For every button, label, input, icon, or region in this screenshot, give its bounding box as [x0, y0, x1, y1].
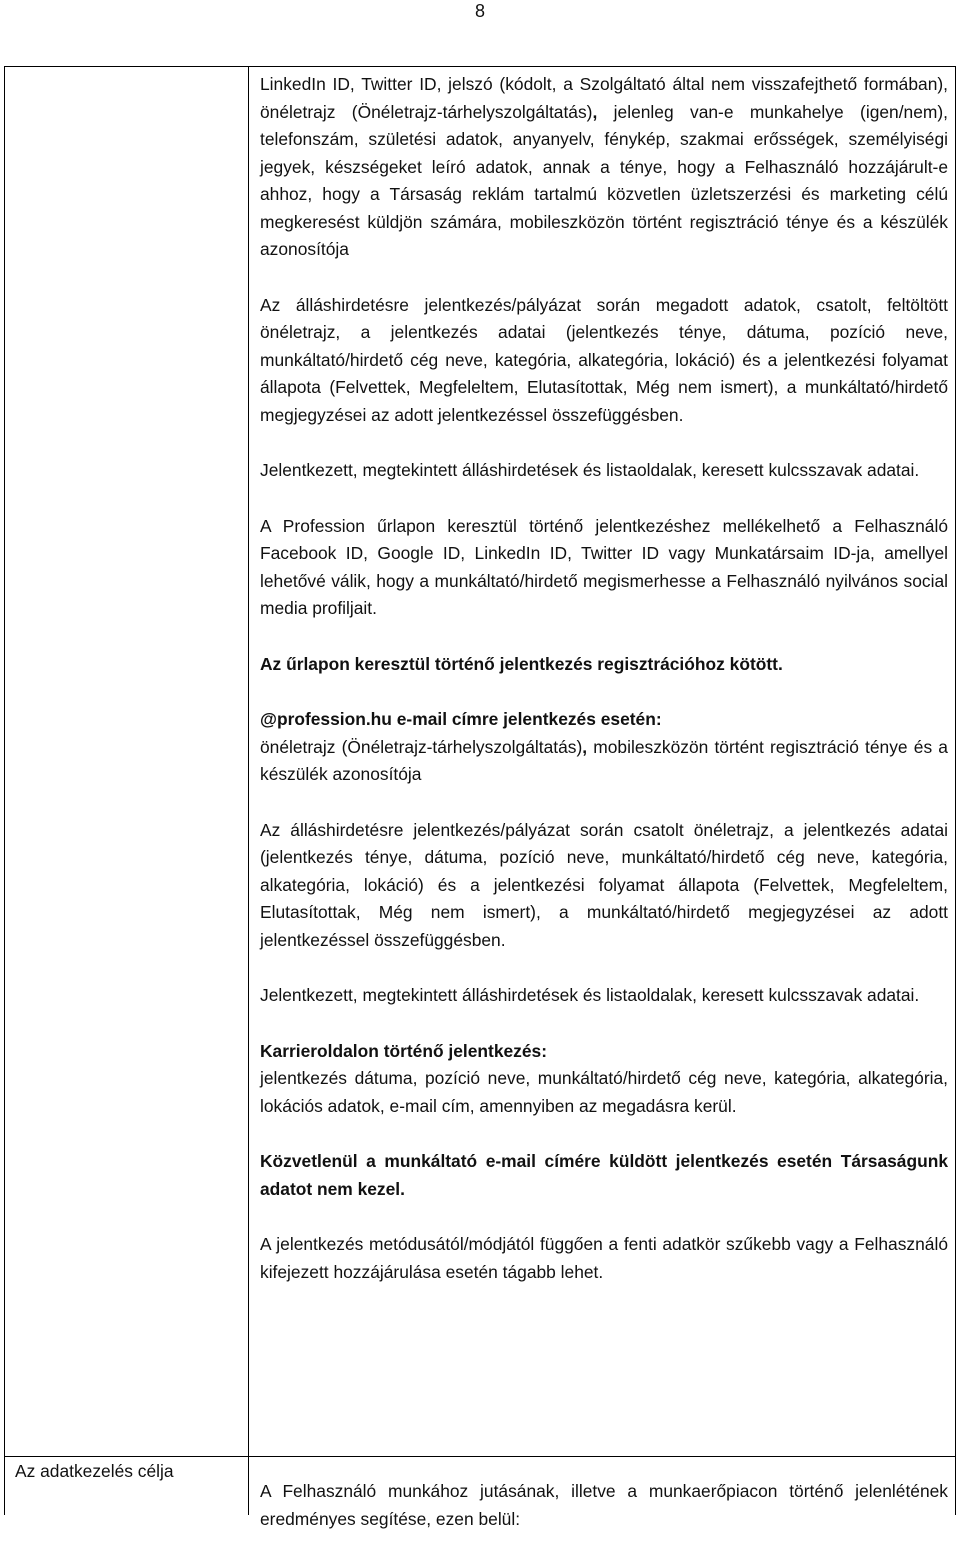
text: önéletrajz (Önéletrajz-tárhelyszolgáltatás) [260, 736, 583, 757]
paragraph [260, 982, 948, 1010]
text: Jelentkezett, megtekintett álláshirdetések és listaoldalak, keresett kulcsszavak adatai. [260, 460, 920, 480]
purpose-text: A Felhasználó munkához jutásának, illetve a munkaerőpiacon történő jelenlétének eredményes segítése, ezen belül: [260, 1481, 948, 1529]
bold-text: @profession.hu e-mail címre jelentkezés esetén: [260, 709, 662, 729]
page-number: 8 [474, 1, 485, 21]
paragraph [260, 651, 948, 679]
data-categories-cell [260, 67, 948, 1286]
text: mobileszközön történt regisztráció ténye és a készülék azonosítója [260, 736, 948, 784]
paragraph [260, 71, 948, 264]
text: Az álláshirdetésre jelentkezés/pályázat során csatolt önéletrajz, a jelentkezés adatai (jelentkezés ténye, dátuma, pozíció neve, munkáltató/hirdető cég neve, kategória, alkategória, lokáció) és a jelentkezési folyamat állapota (Felvettek, Megfeleltem, Elutasítottak, Még nem ismert), a munkáltató/hirdető megjegyzései az adott jelentkezéssel összefüggésben. [260, 819, 948, 950]
paragraph [260, 1038, 948, 1121]
text: A jelentkezés metódusától/módjától függően a fenti adatkör szűkebb vagy a Felhasználó kifejezett hozzájárulása esetén tágabb lehet. [260, 1234, 948, 1282]
text: LinkedIn ID, Twitter ID, jelszó (kódolt, a Szolgáltató által nem visszafejthető formában), önéletrajz (Önéletrajz-tárhelyszolgáltatás) [260, 74, 948, 122]
bold-text: , [592, 101, 598, 122]
bold-text: Közvetlenül a munkáltató e-mail címére küldött jelentkezés esetén Társaságunk adatot nem kezel. [260, 1151, 948, 1199]
text: Jelentkezett, megtekintett álláshirdetések és listaoldalak, keresett kulcsszavak adatai. [260, 985, 920, 1005]
bold-text: Karrieroldalon történő jelentkezés: [260, 1040, 548, 1061]
paragraph [260, 292, 948, 430]
paragraph [260, 1148, 948, 1203]
paragraph [260, 457, 948, 485]
bold-text: Az űrlapon keresztül történő jelentkezés regisztrációhoz kötött. [260, 653, 783, 674]
paragraph [260, 706, 948, 789]
data-table [4, 66, 956, 1529]
purpose-cell [260, 1461, 948, 1551]
row-label-purpose: Az adatkezelés célja [15, 1461, 174, 1481]
text: A Profession űrlapon keresztül történő jelentkezéshez mellékelhető a Felhasználó Facebook ID, Google ID, LinkedIn ID, Twitter ID vagy Munkatársaim ID-ja, amellyel lehetővé válik, hogy a munkáltató/hirdető megismerhesse a Felhasználó nyilvános social media profiljait. [260, 515, 948, 618]
text: Az álláshirdetésre jelentkezés/pályázat során megadott adatok, csatolt, feltöltött önéletrajz, a jelentkezés adatai (jelentkezés ténye, dátuma, pozíció neve, munkáltató/hirdető cég neve, kategória, alkategória, lokáció) és a jelentkezési folyamat állapota (Felvettek, Megfeleltem, Elutasítottak, Még nem ismert), a munkáltató/hirdető megjegyzései az adott jelentkezéssel összefüggésben. [260, 294, 948, 425]
bold-text: , [582, 736, 588, 757]
text: jelenleg van-e munkahelye (igen/nem), telefonszám, születési adatok, anyanyelv, fénykép, szakmai erősségek, személyiségi jegyek, készségeket leíró adatok, annak a ténye, hogy a Felhasználó hozzájárult-e ahhoz, hogy a Társaság reklám tartalmú közvetlen üzletszerzési és marketing célú megkeresést küldjön számára, mobileszközön történt regisztráció ténye és a készülék azonosítója [260, 101, 948, 259]
text: jelentkezés dátuma, pozíció neve, munkáltató/hirdető cég neve, kategória, alkategória, lokációs adatok, e-mail cím, amennyiben az megadásra kerül. [260, 1068, 948, 1116]
paragraph [260, 1231, 948, 1286]
paragraph [260, 817, 948, 955]
paragraph [260, 513, 948, 623]
column-divider [248, 67, 249, 1515]
